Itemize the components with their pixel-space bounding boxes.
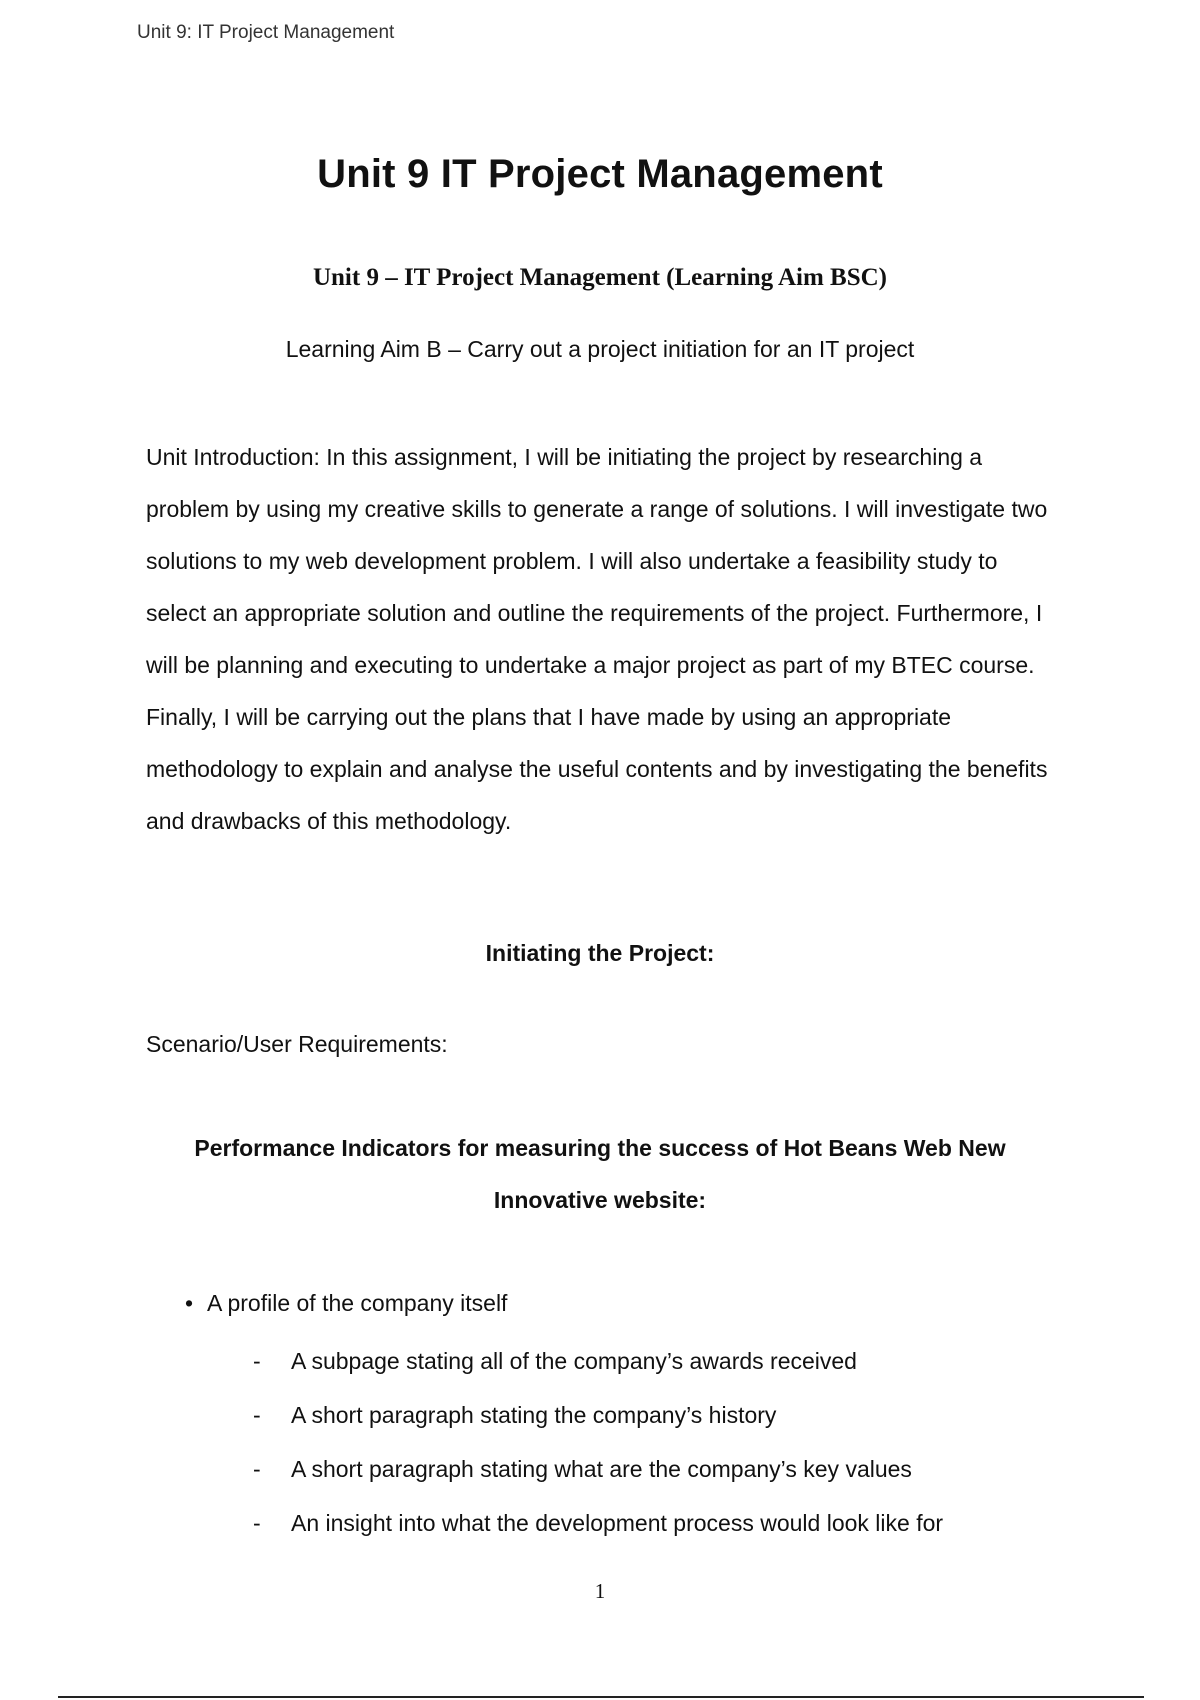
bullet-text: A profile of the company itself	[207, 1290, 508, 1316]
dash-marker: -	[253, 1402, 261, 1428]
document-subtitle: Unit 9 – IT Project Management (Learning Aim BSC)	[312, 264, 888, 291]
list-item	[253, 1402, 943, 1456]
bullet-item	[185, 1290, 507, 1317]
list-item	[253, 1456, 943, 1510]
dash-marker: -	[253, 1348, 261, 1374]
list-item-text: A short paragraph stating the company’s history	[291, 1402, 777, 1428]
footer-divider	[58, 1696, 1144, 1698]
learning-aim-line: Learning Aim B – Carry out a project initiation for an IT project	[285, 336, 915, 362]
scenario-label: Scenario/User Requirements:	[146, 1031, 448, 1057]
running-header: Unit 9: IT Project Management	[137, 22, 395, 43]
dash-marker: -	[253, 1456, 261, 1482]
bullet-marker: •	[185, 1290, 194, 1316]
unit-introduction-paragraph: Unit Introduction: In this assignment, I will be initiating the project by researching a problem by using my creative skills to generate a range of solutions. I will investigate two solutions to my web development problem. I will also undertake a feasibility study to select an appropriate solution and outline the requirements of the project. Furthermore, I will be planning and executing to undertake a major project as part of my BTEC course. Finally, I will be carrying out the plans that I have made by using an appropriate methodology to explain and analyse the useful contents and by investigating the benefits and drawbacks of this methodology.	[146, 444, 1048, 834]
section-heading-initiating: Initiating the Project:	[485, 940, 715, 966]
list-item-text: A short paragraph stating what are the company’s key values	[291, 1456, 912, 1482]
document-title: Unit 9 IT Project Management	[317, 152, 883, 196]
list-item	[253, 1348, 943, 1402]
sub-item-list	[253, 1348, 943, 1564]
dash-marker: -	[253, 1510, 261, 1536]
list-item-text: A subpage stating all of the company’s awards received	[291, 1348, 857, 1374]
list-item-text: An insight into what the development process would look like for	[291, 1510, 944, 1536]
page-number: 1	[594, 1579, 606, 1603]
list-item	[253, 1510, 943, 1564]
performance-indicators-heading: Performance Indicators for measuring the success of Hot Beans Web New Innovative website:	[194, 1135, 1006, 1213]
